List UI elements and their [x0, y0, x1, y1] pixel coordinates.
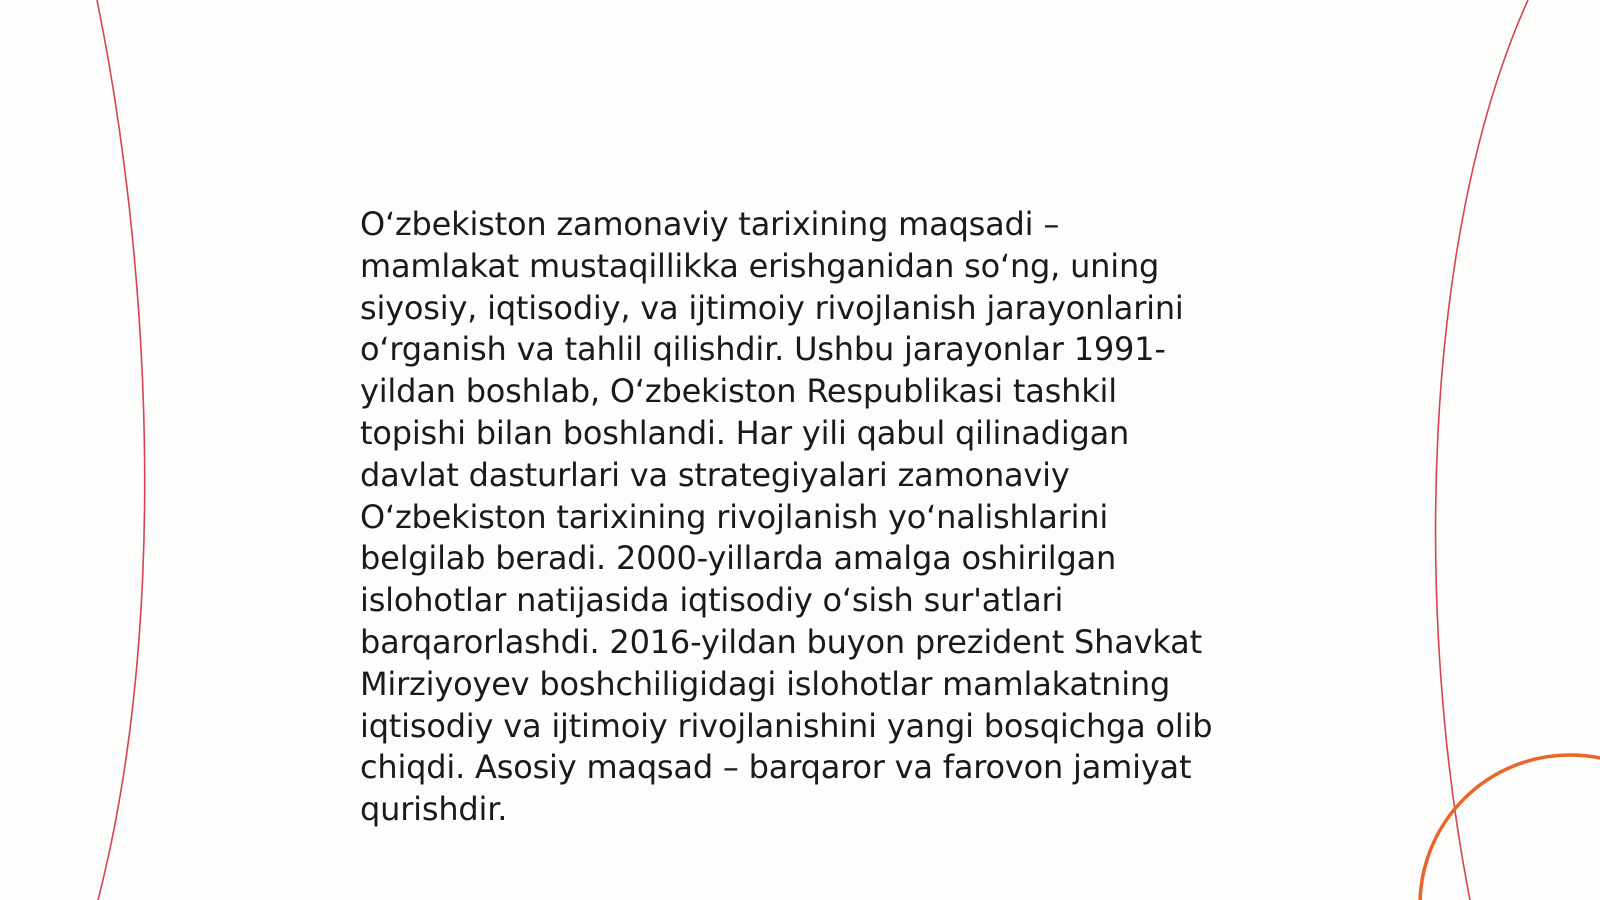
text-line: iqtisodiy va ijtimoiy rivojlanishini yangi bosqichga olib — [360, 706, 1213, 745]
text-line: siyosiy, iqtisodiy, va ijtimoiy rivojlanish jarayonlarini — [360, 288, 1184, 327]
text-line: davlat dasturlari va strategiyalari zamonaviy — [360, 455, 1070, 494]
text-line: Mirziyoyev boshchiligidagi islohotlar mamlakatning — [360, 664, 1171, 703]
slide-body-text — [360, 204, 1260, 831]
text-line: belgilab beradi. 2000-yillarda amalga oshirilgan — [360, 539, 1117, 578]
text-line: O‘zbekiston tarixining rivojlanish yo‘nalishlarini — [360, 497, 1109, 536]
text-line: o‘rganish va tahlil qilishdir. Ushbu jarayonlar 1991- — [360, 330, 1166, 369]
text-line: O‘zbekiston zamonaviy tarixining maqsadi – — [360, 205, 1060, 243]
text-line: islohotlar natijasida iqtisodiy o‘sish sur'atlari — [360, 581, 1064, 620]
text-line: qurishdir. — [360, 790, 508, 829]
text-line: mamlakat mustaqillikka erishganidan so‘ng, uning — [360, 246, 1160, 285]
text-line: topishi bilan boshlandi. Har yili qabul qilinadigan — [360, 413, 1130, 452]
text-line: yildan boshlab, O‘zbekiston Respublikasi tashkil — [360, 372, 1117, 411]
text-line: barqarorlashdi. 2016-yildan buyon prezident Shavkat — [360, 622, 1202, 661]
left-curve-icon — [97, 0, 145, 900]
corner-circle-icon — [1420, 755, 1600, 900]
text-line: chiqdi. Asosiy maqsad – barqaror va farovon jamiyat — [360, 748, 1192, 787]
